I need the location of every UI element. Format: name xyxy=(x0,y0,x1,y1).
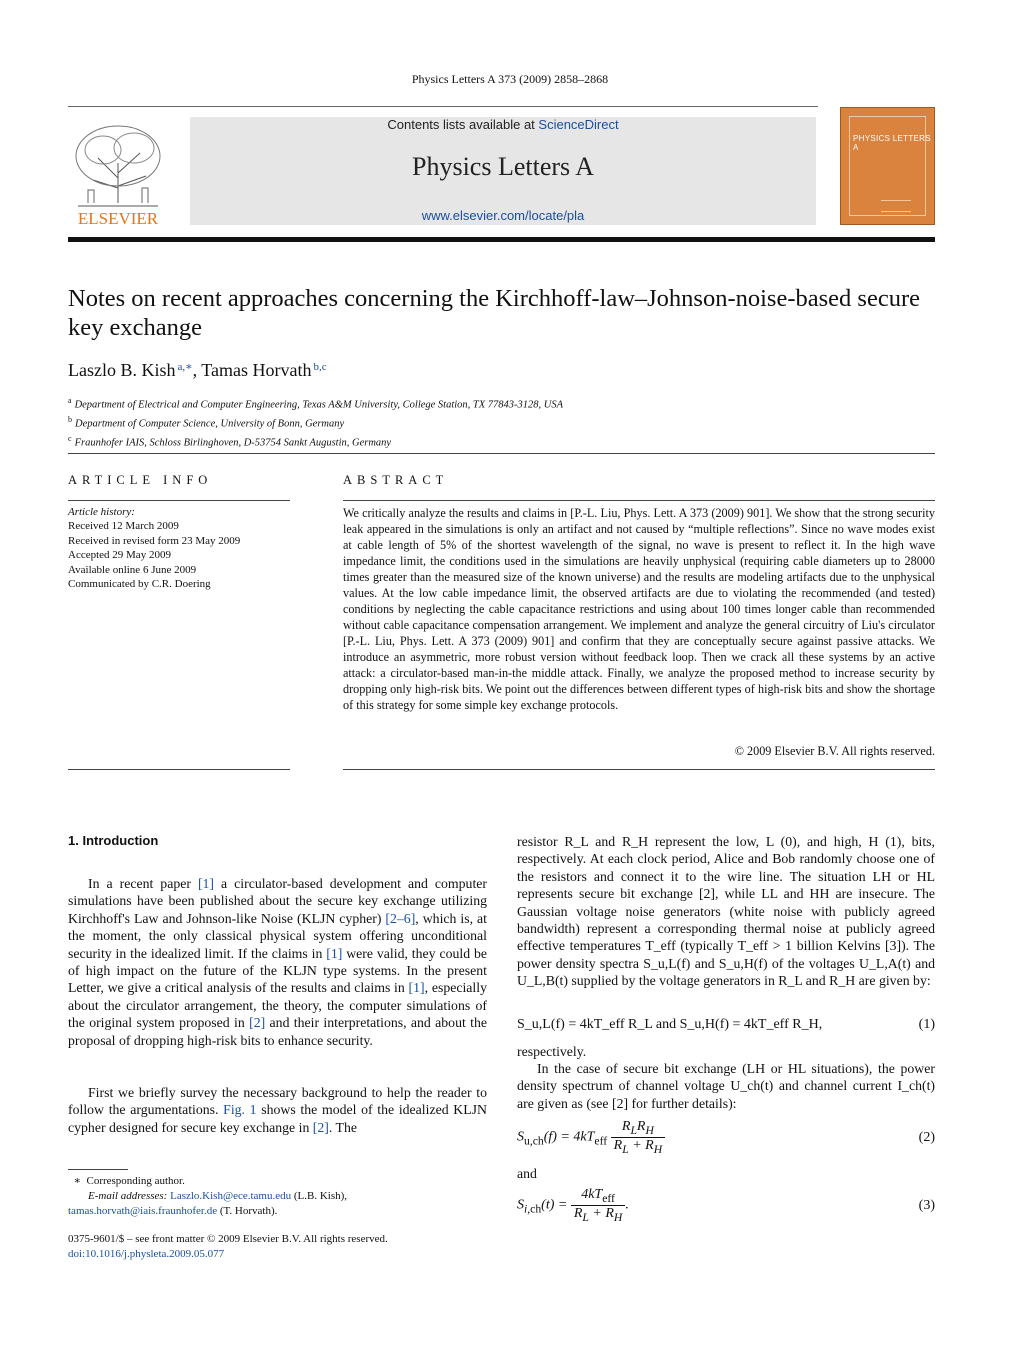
journal-citation: Physics Letters A 373 (2009) 2858–2868 xyxy=(411,72,609,86)
journal-name: Physics Letters A xyxy=(412,152,594,181)
cover-title: PHYSICS LETTERS A xyxy=(853,134,931,152)
author-name: Laszlo B. Kish xyxy=(68,360,176,380)
fraction: $\frac{R_LR_H}{R_L + R_H}$ xyxy=(611,1119,665,1156)
figure-link[interactable]: Fig. 1 xyxy=(223,1102,257,1118)
section-rule xyxy=(68,453,935,454)
affiliation xyxy=(68,432,563,451)
reference-link[interactable]: [1] xyxy=(408,980,425,996)
author-affil-link[interactable]: b,c xyxy=(313,361,327,373)
email-link[interactable]: Laszlo.Kish@ece.tamu.edu xyxy=(170,1190,292,1202)
abstract-copyright: © 2009 Elsevier B.V. All rights reserved. xyxy=(734,744,935,758)
text-run: shows the model of the idealized KLJN cypher designed for secure key exchange in xyxy=(68,1102,488,1135)
and-text: and xyxy=(517,1166,537,1181)
abstract-heading: ABSTRACT xyxy=(343,473,449,487)
equation-2: $S_{u,ch}(f) = 4kT_{eff}$ $\frac{R_LR_H}{R_L + R_H}$ xyxy=(517,1119,935,1156)
email-link[interactable]: tamas.horvath@iais.fraunhofer.de xyxy=(68,1205,218,1217)
equation-number: (1) xyxy=(918,1017,935,1032)
email-owner: (T. Horvath). xyxy=(217,1205,278,1217)
equation-number: (3) xyxy=(918,1198,935,1213)
text-run: a circulator-based development and computer simulations have been published about the secure key exchange utilizing Kirchhoff's Law and Johnson-like Noise (KLJN cypher) xyxy=(68,876,487,926)
author-affil-link[interactable]: a,∗ xyxy=(177,361,193,373)
elsevier-logo xyxy=(68,118,168,228)
equation-3: $S_{i,ch}(t)$ = $\frac{4kT_{eff}}{R_L + R_H}$ . xyxy=(517,1187,629,1224)
affil-text: Department of Computer Science, University of Bonn, Germany xyxy=(75,418,345,430)
reference-link[interactable]: [2] xyxy=(249,1015,266,1031)
abstract-rule xyxy=(343,500,935,501)
header-thick-rule xyxy=(68,237,935,242)
affil-marker: c xyxy=(68,434,72,444)
abstract-text: We critically analyze the results and claims in [P.-L. Liu, Phys. Lett. A 373 (2009) 901]. We show that the strong security leak appeared in the simulations is only an artifact and not caused by “multiple reflections”. Since no wave modes exist at cable length of 5% of the shortest wavelength of the signal, no wave is present to reflect it. In the high wave impedance limit, the conditions used in the simulations are heavily unphysical (requiring cable diameters up to 28000 times greater than the measured size of the known universe) and the results are modeling artifacts due to the unphysical values. At the low cable impedance limit, the observed artifacts are due to violating the recommended (and tested) conditions by neglecting the cable capacitance restrictions and using about 100 times longer cable than recommended without cable capacitance compensation arrangement. We implement and analyze the general circuitry of Liu's circulator [P.-L. Liu, Phys. Lett. A 373 (2009) 901] and confirm that they are conceptually secure against passive attacks. We introduce an asymmetric, more robust version without feedback loop. Then we crack all these systems by an active attack: a circulator-based man-in-the middle attack. Finally, we analyze the proposed method to increase security by dropping only high-risk bits. We point out the differences between different types of high-risk bits and show the shortage of this strategy for some simple key exchange protocols. xyxy=(343,506,935,712)
affiliations xyxy=(68,394,563,451)
text-run: , which is, at the moment, the only classical physical system offering unconditional security in the idealized limit. If the claims in xyxy=(68,910,487,961)
equation-1: S_u,L(f) = 4kT_eff R_L and S_u,H(f) = 4kT_eff R_H, xyxy=(517,1017,823,1032)
abstract-bottom-rule xyxy=(343,769,935,770)
corresponding-text: Corresponding author. xyxy=(86,1175,185,1187)
intro-paragraph-1 xyxy=(68,875,487,1049)
journal-url-link[interactable]: www.elsevier.com/locate/pla xyxy=(421,208,585,223)
reference-link[interactable]: [2–6] xyxy=(385,910,416,926)
cover-footer-mark xyxy=(881,200,911,212)
respectively-text: respectively. xyxy=(517,1044,587,1059)
equation-number: (2) xyxy=(918,1130,935,1145)
reference-link[interactable]: [1] xyxy=(326,945,343,961)
email-line xyxy=(68,1189,487,1204)
email-owner: (L.B. Kish), xyxy=(291,1190,348,1202)
text-run: First we briefly survey the necessary background to help the reader to follow the argumentations. xyxy=(68,1085,487,1118)
doi-link[interactable]: doi:10.1016/j.physleta.2009.05.077 xyxy=(68,1247,225,1260)
footnote-rule xyxy=(68,1169,128,1170)
history-entry: Received 12 March 2009 xyxy=(68,520,179,533)
right-paragraph-2: In the case of secure bit exchange (LH or HL situations), the power density spectrum of channel voltage U_ch(t) and channel current I_ch(t) are given as (see [2] for further details): xyxy=(517,1061,935,1111)
article-info-bottom-rule xyxy=(68,769,290,770)
author-name: Tamas Horvath xyxy=(201,360,312,380)
contents-prefix: Contents lists available at xyxy=(387,117,539,132)
affiliation xyxy=(68,394,563,413)
article-info-heading: ARTICLE INFO xyxy=(68,473,213,487)
corresponding-note: ∗ Corresponding author. xyxy=(68,1175,185,1187)
affil-text: Department of Electrical and Computer Engineering, Texas A&M University, College Station, TX 77843-3128, USA xyxy=(74,399,564,411)
email-label: E-mail addresses: xyxy=(88,1190,168,1202)
article-info-rule xyxy=(68,500,290,501)
fraction: $\frac{4kT_{eff}}{R_L + R_H}$ xyxy=(571,1187,625,1224)
text-run: , especially about the circulator arrangement, the theory, the computer simulations of the original system proposed in xyxy=(68,980,487,1031)
history-entry: Received in revised form 23 May 2009 xyxy=(68,534,241,547)
text-run: . The xyxy=(328,1119,357,1135)
sciencedirect-link[interactable]: ScienceDirect xyxy=(538,117,619,132)
author-list: Laszlo B. Kish $^{a,∗}$, Tamas Horvath $^{b,c}$ xyxy=(68,360,327,380)
front-matter xyxy=(68,1232,388,1261)
contents-line xyxy=(190,117,816,132)
issn-line: 0375-9601/$ – see front matter © 2009 Elsevier B.V. All rights reserved. xyxy=(68,1233,388,1245)
affil-text: Fraunhofer IAIS, Schloss Birlinghoven, D-53754 Sankt Augustin, Germany xyxy=(74,437,392,449)
affiliation xyxy=(68,413,563,432)
right-paragraph-1: resistor R_L and R_H represent the low, L (0), and high, H (1), bits, respectively. At each clock period, Alice and Bob randomly choose one of the resistors and connect it to the wire line. The situation LH or HL represents secure bit exchange [2], while LL and HH are insecure. The Gaussian voltage noise generators (white noise with publicly agreed bandwidth) represent a corresponding thermal noise at publicly agreed effective temperatures T_eff (typically T_eff > 1 billion Kelvins [3]). The power density spectra S_u,L(f) and S_u,H(f) of the voltages U_L,A(t) and U_L,B(t) supplied by the voltage generators in R_L and R_H are given by: xyxy=(517,834,935,989)
elsevier-wordmark: ELSEVIER xyxy=(77,209,159,228)
reference-link[interactable]: [2] xyxy=(312,1119,329,1135)
footnotes xyxy=(68,1174,487,1219)
header-rule xyxy=(68,106,818,107)
article-history xyxy=(68,505,290,591)
affil-marker: a xyxy=(68,396,72,405)
history-entry: Available online 6 June 2009 xyxy=(68,563,197,576)
email-line xyxy=(68,1204,487,1219)
journal-cover-thumbnail xyxy=(840,107,935,225)
history-entry: Communicated by C.R. Doering xyxy=(68,578,211,591)
intro-paragraph-2 xyxy=(68,1084,487,1136)
reference-link[interactable]: [1] xyxy=(197,876,215,891)
article-title: Notes on recent approaches concerning the Kirchhoff-law–Johnson-noise-based secure key exchange xyxy=(68,285,920,341)
history-entry: Accepted 29 May 2009 xyxy=(68,549,171,562)
text-run: and their interpretations, and about the proposal of dropping high-risk bits to enhance security. xyxy=(68,1015,488,1048)
text-run: In a recent paper xyxy=(88,876,198,891)
text-run: were valid, they could be of high impact on the future of the KLJN type systems. In the present Letter, we give a critical analysis of the results and claims in xyxy=(68,945,487,996)
section-heading-introduction: 1. Introduction xyxy=(68,833,159,848)
affil-marker: b xyxy=(68,415,72,425)
history-label: Article history: xyxy=(68,506,135,518)
